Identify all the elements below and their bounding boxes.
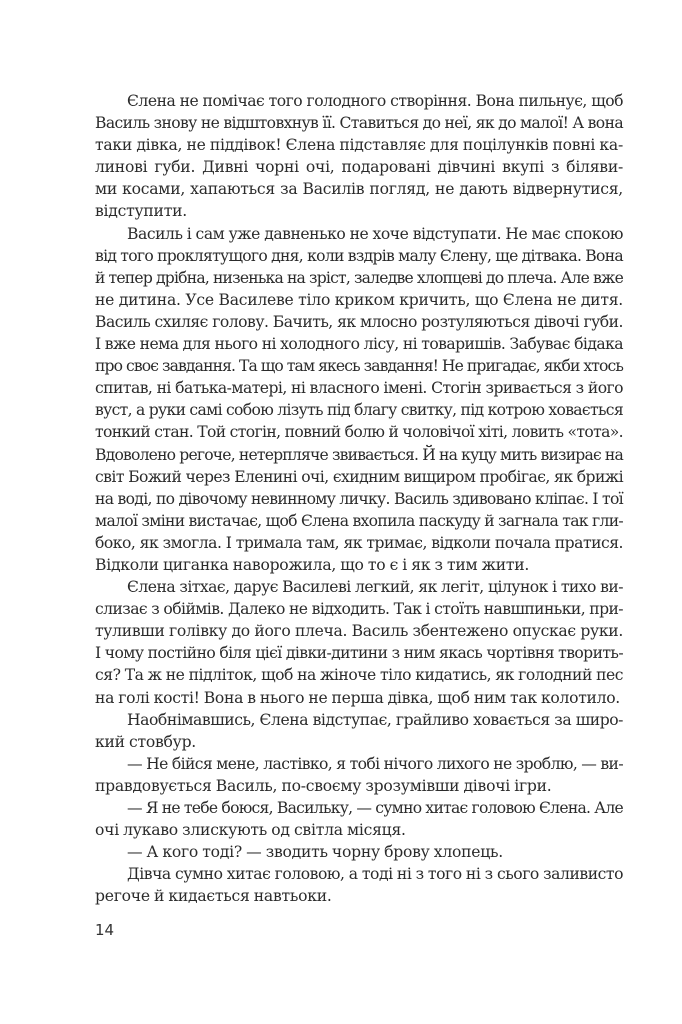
text-line: ся? Та ж не підліток, щоб на жіноче тіло кидатись, як голодний пес — [95, 666, 623, 685]
text-line: Дівча сумно хитає головою, а тоді ні з того ні з сього заливисто — [127, 865, 623, 884]
text-line: спитав, ні батька-матері, ні власного імені. Стогін зривається з його — [95, 379, 623, 398]
paragraph — [95, 90, 623, 223]
text-line: — Я не тебе боюся, Васильку, — сумно хитає головою Єлена. Але — [127, 799, 623, 817]
text-line: — А кого тоді? — зводить чорну брову хлопець. — [127, 843, 503, 862]
text-line: від того проклятущого дня, коли вздрів малу Єлену, ще дітвака. Вона — [95, 246, 623, 265]
text-line: І чому постійно біля цієї дівки-дитини з ним якась чортівня творить- — [95, 644, 623, 663]
text-line: Єлена зітхає, дарує Василеві легкий, як легіт, цілунок і тихо ви- — [127, 578, 623, 597]
text-line: Василь знову не відштовхнув її. Ставиться до неї, як до малої! А вона — [95, 114, 623, 133]
text-line: таки дівка, не піддівок! Єлена підставляє для поцілунків повні ка- — [95, 136, 623, 155]
text-line: туливши голівку до його плеча. Василь збентежено опускає руки. — [95, 622, 623, 641]
text-line: Василь і сам уже давненько не хоче відступати. Не має спокою — [127, 224, 623, 243]
text-line: кий стовбур. — [95, 732, 197, 751]
paragraph — [95, 223, 623, 577]
paragraph — [95, 576, 623, 709]
paragraph — [95, 863, 623, 907]
text-line: регоче й кидається навтьоки. — [95, 887, 332, 906]
text-line: ми косами, хапаються за Василів погляд, не дають відвернутися, — [95, 180, 623, 199]
text-line: світ Божий через Еленині очі, єхидним вищиром пробігає, як брижі — [95, 467, 623, 486]
paragraph — [95, 797, 623, 841]
text-line: Відколи циганка наворожила, що то є і як з тим жити. — [95, 555, 530, 574]
text-line: очі лукаво злискують од світла місяця. — [95, 821, 406, 840]
text-line: правдовується Василь, по-своєму зрозумівши дівочі ігри. — [95, 776, 552, 795]
text-line: слизає з обіймів. Далеко не відходить. Так і стоїть навшпиньки, при- — [95, 600, 623, 619]
text-line: малої зміни вистачає, щоб Єлена вхопила паскуду й загнала так гли- — [95, 511, 623, 530]
text-line: линові губи. Дивні чорні очі, подаровані дівчині вкупі з біляви- — [95, 158, 623, 177]
text-line: Наобнімавшись, Єлена відступає, грайливо ховається за широ- — [127, 710, 623, 729]
text-line: не дитина. Усе Василеве тіло криком кричить, що Єлена не дитя. — [95, 290, 623, 309]
paragraph — [95, 709, 623, 753]
paragraph — [95, 841, 623, 863]
page-number: 14 — [95, 921, 115, 939]
text-line: на воді, по дівочому невинному личку. Василь здивовано кліпає. І тої — [95, 489, 623, 508]
text-line: — Не бійся мене, ластівко, я тобі нічого лихого не зроблю, — ви- — [127, 754, 623, 773]
text-line: Єлена не помічає того голодного створіння. Вона пильнує, щоб — [127, 92, 623, 110]
text-line: боко, як змогла. І тримала там, як тримає, відколи почала пратися. — [95, 533, 623, 552]
text-line: відступити. — [95, 202, 187, 221]
body-text — [95, 90, 623, 907]
text-line: вуст, а руки самі собою лізуть під благу свитку, під котрою ховається — [95, 401, 623, 420]
text-line: про своє завдання. Та що там якесь завдання! Не пригадає, якби хтось — [95, 357, 623, 376]
text-line: Василь схиляє голову. Бачить, як млосно розтуляються дівочі губи. — [95, 312, 623, 331]
paragraph — [95, 753, 623, 797]
text-line: тонкий стан. Той стогін, повний болю й чоловічої хіті, ловить «тота». — [95, 423, 623, 442]
text-line: Вдоволено регоче, нетерпляче звивається. Й на куцу мить визирає на — [95, 445, 623, 464]
text-line: й тепер дрібна, низенька на зріст, заледве хлопцеві до плеча. Але вже — [95, 268, 623, 287]
text-line: на голі кості! Вона в нього не перша дівка, щоб ним так колотило. — [95, 688, 620, 707]
text-line: І вже нема для нього ні холодного лісу, ні товаришів. Забуває бідака — [95, 335, 623, 354]
